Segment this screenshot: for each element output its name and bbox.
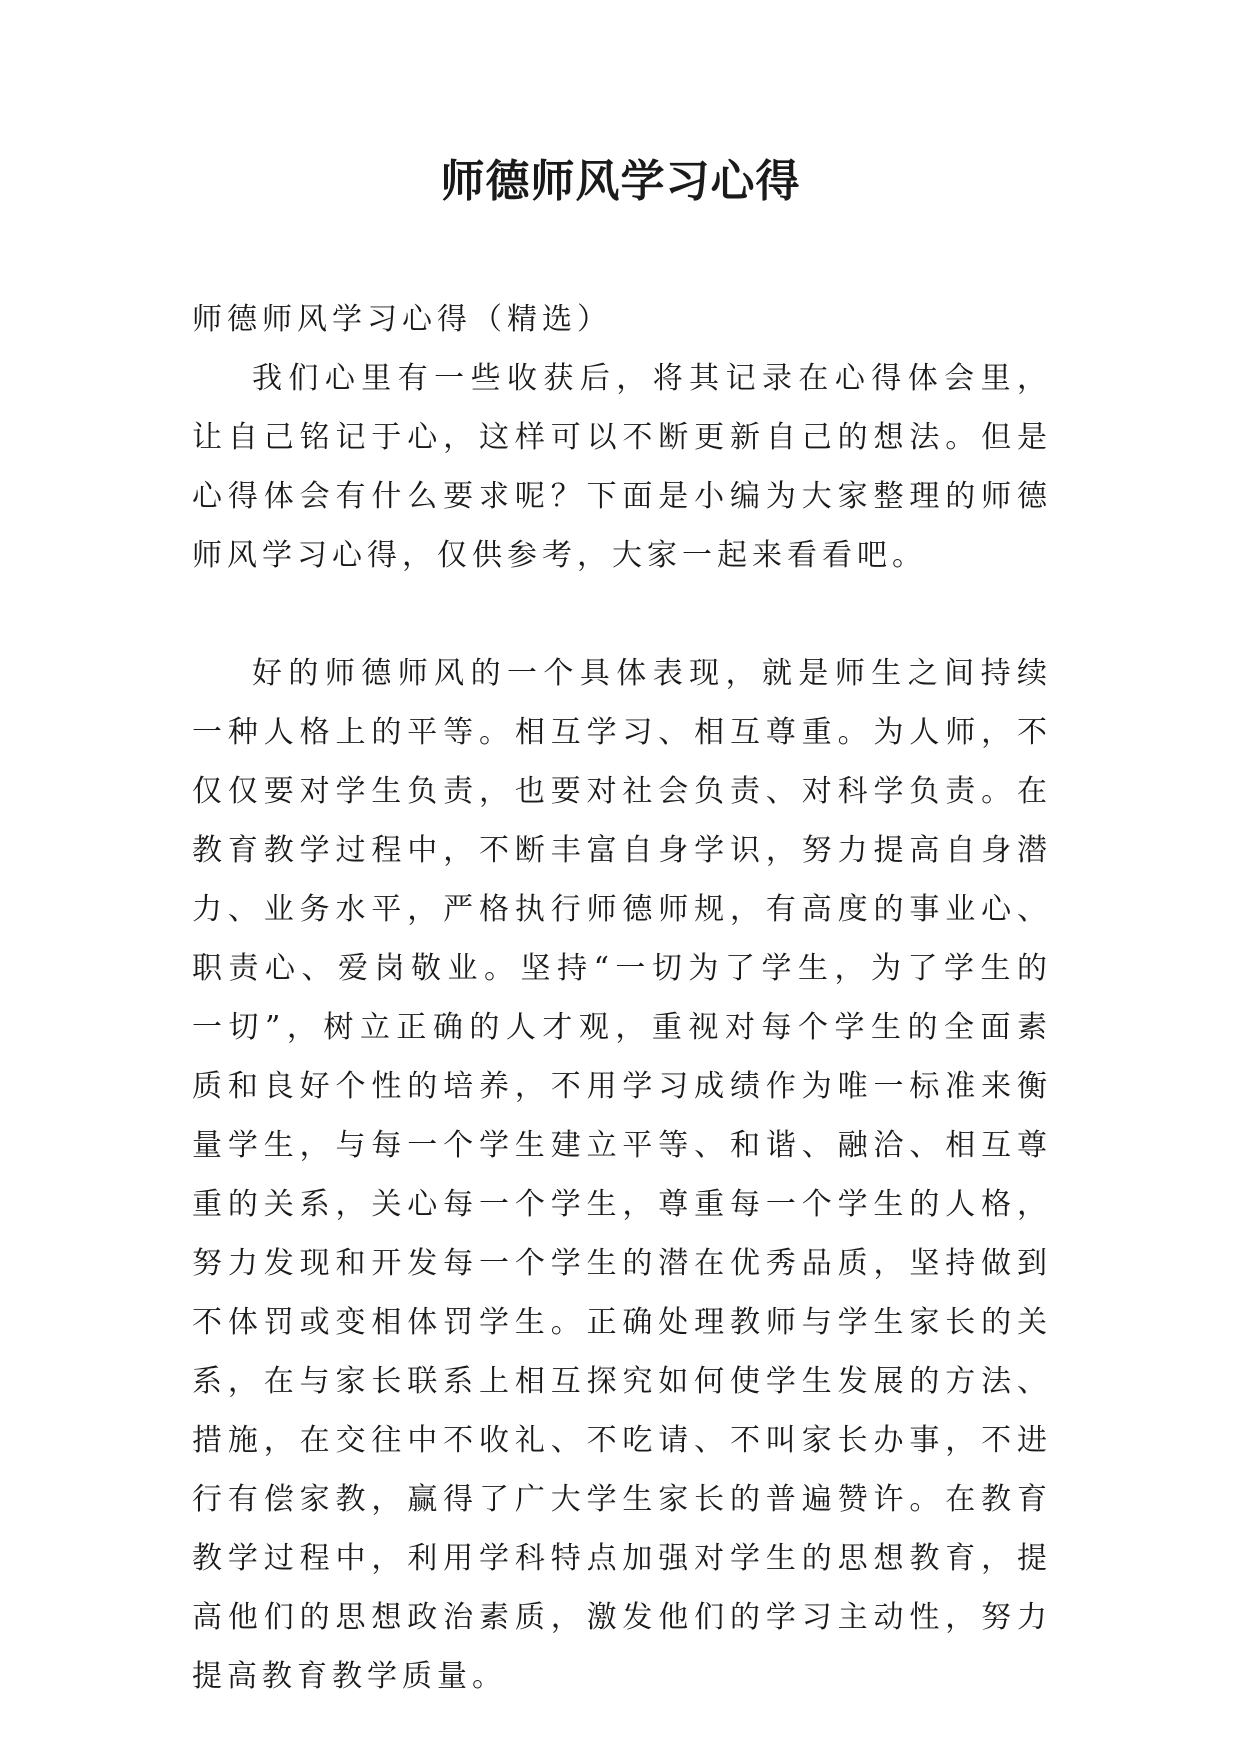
paragraph-spacer [192, 585, 1052, 644]
document-subtitle: 师德师风学习心得（精选） [192, 302, 612, 337]
document-body [192, 290, 1052, 1706]
intro-paragraph: 我们心里有一些收获后，将其记录在心得体会里，让自己铭记于心，这样可以不断更新自己的想法。但是心得体会有什么要求呢？下面是小编为大家整理的师德师风学习心得，仅供参考，大家一起来看看吧。 [192, 361, 1052, 573]
body-paragraph: 好的师德师风的一个具体表现，就是师生之间持续一种人格上的平等。相互学习、相互尊重。为人师，不仅仅要对学生负责，也要对社会负责、对科学负责。在教育教学过程中，不断丰富自身学识，努力提高自身潜力、业务水平，严格执行师德师规，有高度的事业心、职责心、爱岗敬业。坚持“一切为了学生，为了学生的一切”，树立正确的人才观，重视对每个学生的全面素质和良好个性的培养，不用学习成绩作为唯一标准来衡量学生，与每一个学生建立平等、和谐、融洽、相互尊重的关系，关心每一个学生，尊重每一个学生的人格，努力发现和开发每一个学生的潜在优秀品质，坚持做到不体罚或变相体罚学生。正确处理教师与学生家长的关系，在与家长联系上相互探究如何使学生发展的方法、措施，在交往中不收礼、不吃请、不叫家长办事，不进行有偿家教，赢得了广大学生家长的普遍赞许。在教育教学过程中，利用学科特点加强对学生的思想教育，提高他们的思想政治素质，激发他们的学习主动性，努力提高教育教学质量。 [192, 656, 1052, 1694]
page-title: 师德师风学习心得 [440, 156, 801, 207]
